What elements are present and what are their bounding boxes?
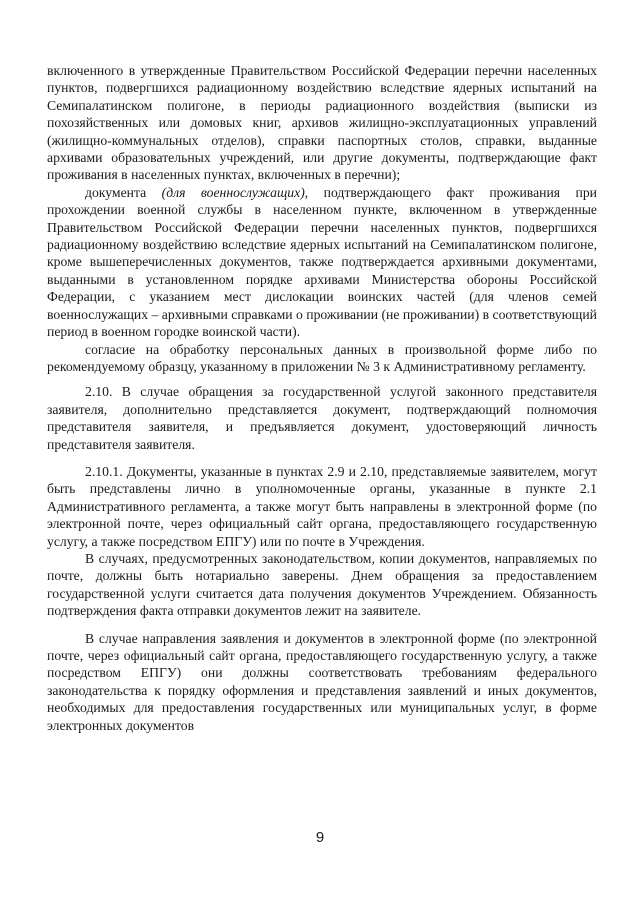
document-body bbox=[47, 62, 597, 734]
paragraph-section-2-10-1: 2.10.1. Документы, указанные в пунктах 2.9 и 2.10, представляемые заявителем, могут быть представлены лично в уполномоченные органы, указанные в пункте 2.1 Административного регламента, а также могут быть направлены в электронной форме (по электронной почте, через официальный сайт органа, предоставляющего государственную услугу, а также посредством ЕПГУ) или по почте в Учреждения. bbox=[47, 463, 597, 549]
page-number: 9 bbox=[315, 829, 325, 846]
paragraph-military-document bbox=[47, 184, 597, 341]
paragraph-electronic-submission: В случае направления заявления и документов в электронной форме (по электронной почте, через официальный сайт органа, предоставляющего государственную услугу, а также посредством ЕПГУ) они должны соответствовать требованиям федерального законодательства к порядку оформления и представления заявлений и иных документов, необходимых для предоставления государственных или муниципальных услуг, в форме электронных документов bbox=[47, 630, 597, 733]
paragraph-personal-data-consent: согласие на обработку персональных данных в произвольной форме либо по рекомендуемому образцу, указанному в приложении № 3 к Административному регламенту. bbox=[47, 341, 597, 374]
paragraph-military-italic: (для военнослужащих) bbox=[161, 184, 305, 200]
paragraph-residence-documents: включенного в утвержденные Правительством Российской Федерации перечни населенных пунктов, подвергшихся радиационному воздействию вследствие ядерных испытаний на Семипалатинском полигоне, в периоды радиационного воздействия (выписки из похозяйственных или домовых книг, архивов жилищно-эксплуатационных управлений (жилищно-коммунальных отделов), справки паспортных столов, справки, выданные архивами образовательных учреждений, или другие документы, подтверждающие факт проживания в населенных пунктах, включенных в перечни); bbox=[47, 63, 597, 183]
paragraph-section-2-10: 2.10. В случае обращения за государственной услугой законного представителя заявителя, дополнительно представляется документ, подтверждающий полномочия представителя заявителя, и предъявляется документ, удостоверяющий личность представителя заявителя. bbox=[47, 384, 597, 452]
paragraph-notarization: В случаях, предусмотренных законодательством, копии документов, направляемых по почте, должны быть нотариально заверены. Днем обращения за предоставлением государственной услуги считается дата получения документов Учреждением. Обязанность подтверждения факта отправки документов лежит на заявителе. bbox=[47, 550, 597, 619]
paragraph-military-rest: , подтверждающего факт проживания при прохождении военной службы в населенном пункте, включенном в утвержденные Правительством Российской Федерации перечни населенных пунктов, подвергшихся радиационному воздействию вследствие ядерных испытаний на Семипалатинском полигоне, кроме вышеперечисленных документов, также подтверждается архивными документами, выданными в установленном порядке архивами Министерства обороны Российской Федерации, с указанием мест дислокации воинских частей (для членов семей военнослужащих – архивными справками о проживании (не проживании) в соответствующий период в военном городке воинской части). bbox=[47, 184, 597, 340]
paragraph-military-start: документа bbox=[85, 184, 162, 200]
